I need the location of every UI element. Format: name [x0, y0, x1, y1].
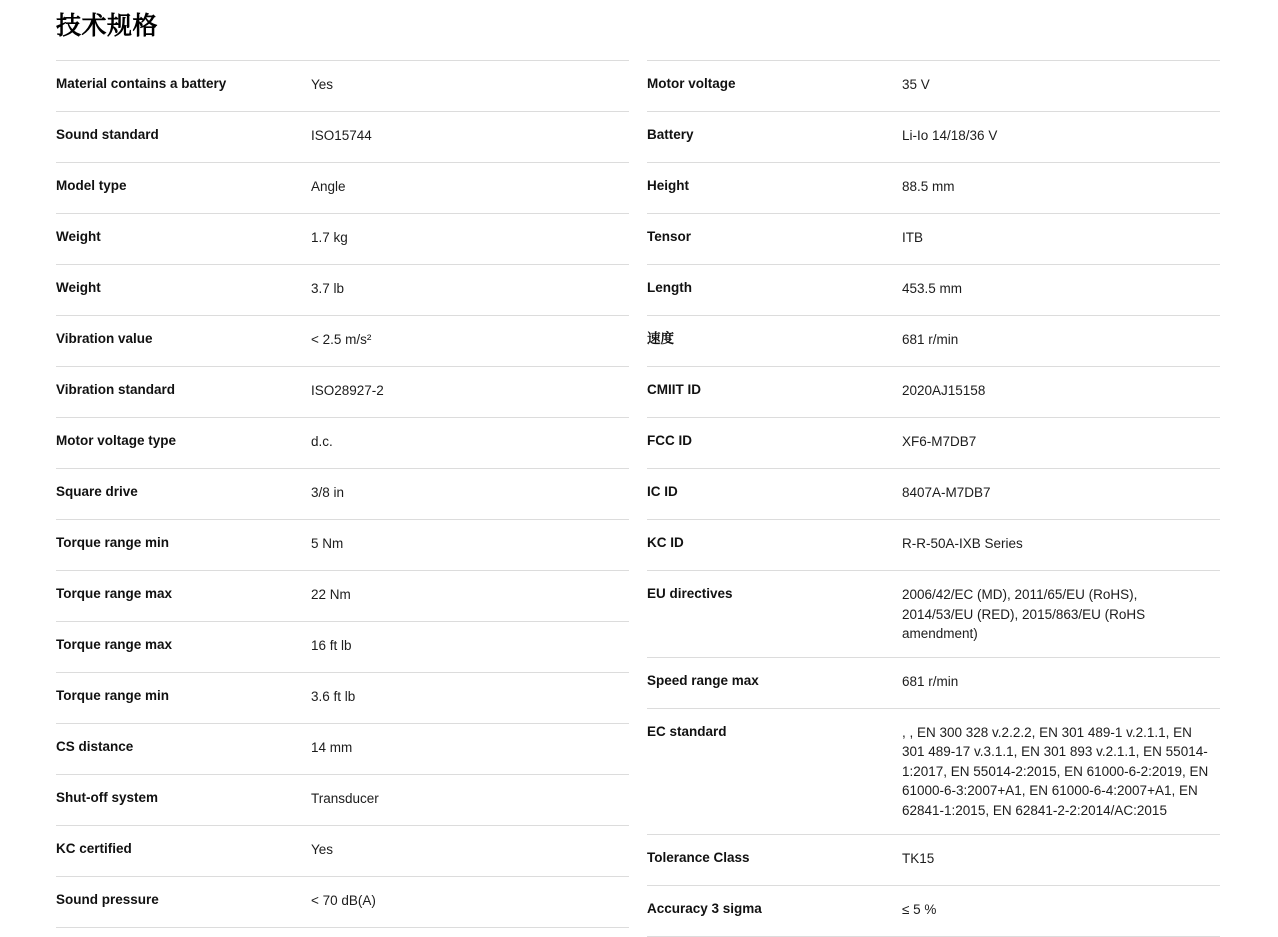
spec-label: Battery: [647, 127, 694, 142]
spec-row: [56, 877, 629, 928]
spec-row: [647, 418, 1220, 469]
spec-label: Accuracy 3 sigma: [647, 900, 762, 916]
spec-label: Weight: [56, 280, 101, 295]
spec-label: KC ID: [647, 535, 684, 550]
spec-row: [56, 571, 629, 622]
spec-row: [56, 520, 629, 571]
spec-row: [56, 469, 629, 520]
spec-value: R-R-50A-IXB Series: [902, 536, 1023, 551]
spec-value: 14 mm: [311, 740, 353, 755]
spec-value: ISO28927-2: [311, 383, 384, 398]
spec-value: Li-Io 14/18/36 V: [902, 128, 998, 143]
spec-row: [647, 835, 1220, 886]
spec-value: 5 Nm: [311, 536, 344, 551]
spec-label: EU directives: [647, 586, 733, 601]
spec-row: [647, 163, 1220, 214]
spec-value: Angle: [311, 179, 346, 194]
spec-label: Sound standard: [56, 127, 159, 142]
spec-row: [647, 214, 1220, 265]
spec-value: 88.5 mm: [902, 179, 955, 194]
spec-value: d.c.: [311, 434, 333, 449]
spec-label: 速度: [647, 331, 674, 346]
spec-row: [647, 60, 1220, 112]
spec-row: [647, 469, 1220, 520]
spec-value: 8407A-M7DB7: [902, 485, 991, 500]
spec-value: 3.6 ft lb: [311, 689, 356, 704]
spec-value: TK15: [902, 850, 935, 866]
spec-row: [56, 724, 629, 775]
spec-label: Speed range max: [647, 672, 759, 688]
spec-row: [56, 367, 629, 418]
spec-row: [647, 571, 1220, 658]
spec-row: [647, 709, 1220, 835]
spec-label: FCC ID: [647, 433, 692, 448]
spec-row: [647, 112, 1220, 163]
spec-row: [56, 214, 629, 265]
spec-label: Tolerance Class: [647, 849, 750, 865]
spec-label: Vibration standard: [56, 382, 176, 397]
spec-value: 22 Nm: [311, 587, 351, 602]
spec-label: Motor voltage type: [56, 433, 177, 448]
spec-value: 16 ft lb: [311, 638, 352, 653]
spec-label: Shut-off system: [56, 790, 159, 805]
spec-value: < 70 dB(A): [311, 893, 376, 908]
spec-row: [647, 520, 1220, 571]
spec-label: Height: [647, 178, 689, 193]
spec-value: ISO15744: [311, 128, 372, 143]
spec-label: CS distance: [56, 739, 134, 754]
spec-row: [56, 112, 629, 163]
spec-label: IC ID: [647, 484, 678, 499]
spec-row: [56, 826, 629, 877]
spec-row: [56, 622, 629, 673]
spec-value: 2006/42/EC (MD), 2011/65/EU (RoHS), 2014/53/EU (RED), 2015/863/EU (RoHS amendment): [902, 587, 1146, 642]
spec-row: [647, 316, 1220, 367]
spec-value: 1.7 kg: [311, 230, 348, 245]
specifications-grid: [56, 60, 1222, 937]
spec-label: Weight: [56, 229, 101, 244]
spec-value: 3.7 lb: [311, 281, 345, 296]
spec-label: Torque range min: [56, 688, 170, 703]
spec-label: Torque range max: [56, 637, 173, 652]
spec-value: 3/8 in: [311, 485, 345, 500]
spec-row: [647, 367, 1220, 418]
spec-row: [56, 163, 629, 214]
spec-value: 681 r/min: [902, 332, 959, 347]
spec-value: 35 V: [902, 77, 930, 92]
spec-value: < 2.5 m/s²: [311, 332, 372, 347]
spec-label: EC standard: [647, 723, 727, 739]
spec-label: Tensor: [647, 229, 692, 244]
spec-label: Torque range max: [56, 586, 173, 601]
spec-label: CMIIT ID: [647, 382, 701, 397]
spec-row: [56, 316, 629, 367]
spec-row: [56, 673, 629, 724]
spec-label: KC certified: [56, 841, 132, 856]
spec-value: 2020AJ15158: [902, 383, 986, 398]
spec-label: Material contains a battery: [56, 76, 227, 91]
specifications-column-right: [647, 60, 1220, 937]
spec-value: Transducer: [311, 791, 379, 806]
spec-label: Square drive: [56, 484, 138, 499]
spec-label: Length: [647, 280, 692, 295]
specifications-column-left: [56, 60, 629, 928]
spec-value: , , EN 300 328 v.2.2.2, EN 301 489-1 v.2.1.1, EN 301 489-17 v.3.1.1, EN 301 893 v.2.1.1, EN 55014-1:2017, EN 55014-2:2015, EN 61000-6-2:2019, EN 61000-6-3:2007+A1, EN 61000-6-4:2007+A1, EN 62841-1:2015, EN 62841-2-2:2014/AC:2015: [902, 724, 1209, 818]
spec-value: Yes: [311, 77, 334, 92]
page-title: 技术规格: [56, 12, 159, 40]
spec-label: Vibration value: [56, 331, 153, 346]
spec-row: [56, 775, 629, 826]
spec-row: [56, 265, 629, 316]
spec-row: [56, 60, 629, 112]
spec-value: ITB: [902, 230, 924, 245]
spec-value: 453.5 mm: [902, 281, 963, 296]
spec-value: Yes: [311, 842, 334, 857]
spec-value: XF6-M7DB7: [902, 434, 977, 449]
spec-value: ≤ 5 %: [902, 901, 937, 917]
spec-value: 681 r/min: [902, 673, 959, 689]
spec-row: [56, 418, 629, 469]
spec-row: [647, 658, 1220, 709]
spec-label: Model type: [56, 178, 127, 193]
spec-row: [647, 886, 1220, 937]
spec-row: [647, 265, 1220, 316]
spec-label: Torque range min: [56, 535, 170, 550]
spec-label: Sound pressure: [56, 892, 159, 907]
spec-label: Motor voltage: [647, 76, 736, 91]
